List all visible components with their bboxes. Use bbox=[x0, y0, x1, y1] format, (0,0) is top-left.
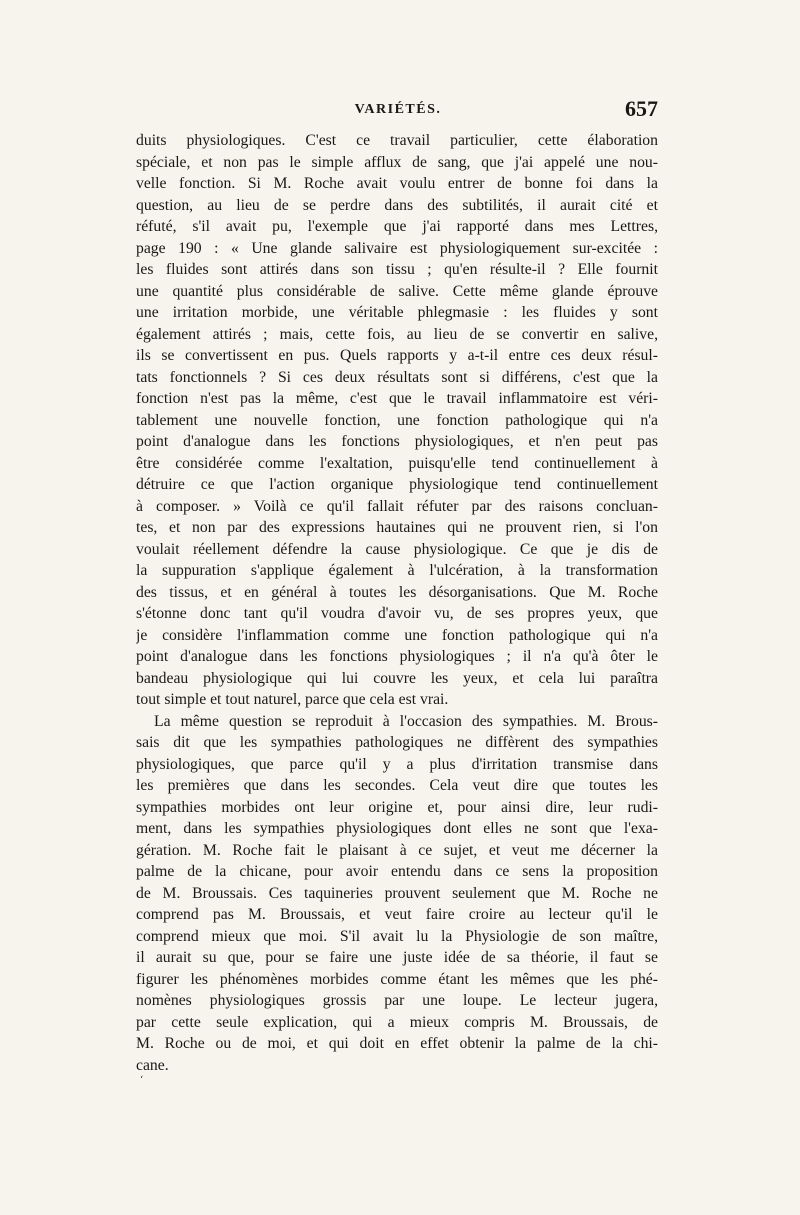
text-line: détruire ce que l'action organique physiologique tend continuellement bbox=[136, 476, 658, 493]
text-line: bandeau physiologique qui lui couvre les yeux, et cela lui paraîtra bbox=[136, 669, 658, 687]
text-line: palme de la chicane, pour avoir entendu dans ce sens la proposition bbox=[136, 863, 658, 880]
text-line: La même question se reproduit à l'occasion des sympathies. M. Brous- bbox=[154, 712, 658, 730]
text-line: voulait réellement défendre la cause physiologique. Ce que je dis de bbox=[136, 540, 658, 558]
text-line: spéciale, et non pas le simple afflux de sang, que j'ai appelé une nou- bbox=[136, 153, 658, 171]
page-header bbox=[138, 96, 658, 126]
text-line: velle fonction. Si M. Roche avait voulu entrer de bonne foi dans la bbox=[136, 175, 658, 192]
text-line: gération. M. Roche fait le plaisant à ce sujet, et veut me décerner la bbox=[136, 841, 658, 859]
text-line: nomènes physiologiques grossis par une loupe. Le lecteur jugera, bbox=[136, 992, 658, 1009]
page-number: 657 bbox=[625, 96, 658, 121]
text-line: ils se convertissent en pus. Quels rapports y a-t-il entre ces deux résul- bbox=[136, 347, 658, 364]
text-line: point d'analogue dans les fonctions physiologiques, et n'en peut pas bbox=[136, 433, 658, 450]
text-line: tats fonctionnels ? Si ces deux résultats sont si différens, c'est que la bbox=[136, 368, 658, 386]
text-line: également attirés ; mais, cette fois, au lieu de se convertir en salive, bbox=[136, 325, 658, 343]
text-line: physiologiques, que parce qu'il y a plus d'irritation transmise dans bbox=[136, 755, 658, 773]
text-line: figurer les phénomènes morbides comme étant les mêmes que les phé- bbox=[136, 970, 658, 988]
text-line: la suppuration s'applique également à l'ulcération, à la transformation bbox=[136, 562, 658, 579]
text-line: fonction n'est pas la même, c'est que le travail inflammatoire est véri- bbox=[136, 390, 658, 407]
text-line: comprend mieux que moi. S'il avait lu la Physiologie de son maître, bbox=[136, 927, 658, 945]
text-line: tout simple et tout naturel, parce que cela est vrai. bbox=[136, 691, 449, 708]
text-line: question, au lieu de se perdre dans des subtilités, il aurait cité et bbox=[136, 196, 658, 214]
text-line: page 190 : « Une glande salivaire est physiologiquement sur-excitée : bbox=[136, 239, 658, 257]
text-line: ment, dans les sympathies physiologiques dont elles ne sont que l'exa- bbox=[136, 820, 658, 837]
text-line: de M. Broussais. Ces taquineries prouvent seulement que M. Roche ne bbox=[136, 884, 658, 902]
text-line: comprend pas M. Broussais, et veut faire croire au lecteur qu'il le bbox=[136, 906, 658, 923]
text-line: point d'analogue dans les fonctions physiologiques ; il n'a qu'à ôter le bbox=[136, 648, 658, 665]
text-line: sais dit que les sympathies pathologiques ne diffèrent des sympathies bbox=[136, 734, 658, 751]
text-line: duits physiologiques. C'est ce travail particulier, cette élaboration bbox=[136, 132, 658, 149]
text-line: réfuté, s'il avait pu, l'exemple que j'ai rapporté dans mes Lettres, bbox=[136, 218, 658, 235]
text-line: une quantité plus considérable de salive. Cette même glande éprouve bbox=[136, 282, 658, 300]
text-line: tes, et non par des expressions hautaines qui ne prouvent rien, si l'on bbox=[136, 519, 658, 536]
text-line: une irritation morbide, une véritable phlegmasie : les fluides y sont bbox=[136, 304, 658, 321]
text-line: à composer. » Voilà ce qu'il fallait réfuter par des raisons concluan- bbox=[136, 497, 658, 515]
text-line: s'étonne donc tant qu'il voudra d'avoir vu, de ses propres yeux, que bbox=[136, 605, 658, 622]
text-line: des tissus, et en général à toutes les désorganisations. Que M. Roche bbox=[136, 583, 658, 601]
text-line: M. Roche ou de moi, et qui doit en effet obtenir la palme de la chi- bbox=[136, 1035, 658, 1052]
text-line: il aurait su que, pour se faire une juste idée de sa théorie, il faut se bbox=[136, 949, 658, 966]
running-title: VARIÉTÉS. bbox=[354, 102, 442, 117]
text-line: je considère l'inflammation comme une fonction pathologique qui n'a bbox=[136, 626, 658, 644]
text-line: sympathies morbides ont leur origine et, pour ainsi dire, leur rudi- bbox=[136, 798, 658, 816]
body-text bbox=[136, 130, 658, 1076]
text-line: tablement une nouvelle fonction, une fonction pathologique qui n'a bbox=[136, 411, 658, 429]
stray-mark: ʻ bbox=[140, 1075, 144, 1086]
text-line: cane. bbox=[136, 1056, 169, 1074]
text-line: les premières que dans les secondes. Cela veut dire que toutes les bbox=[136, 777, 658, 794]
text-line: être considérée comme l'exaltation, puisqu'elle tend continuellement à bbox=[136, 454, 658, 472]
text-line: par cette seule explication, qui a mieux compris M. Broussais, de bbox=[136, 1013, 658, 1031]
text-line: les fluides sont attirés dans son tissu ; qu'en résulte-il ? Elle fournit bbox=[136, 261, 658, 278]
